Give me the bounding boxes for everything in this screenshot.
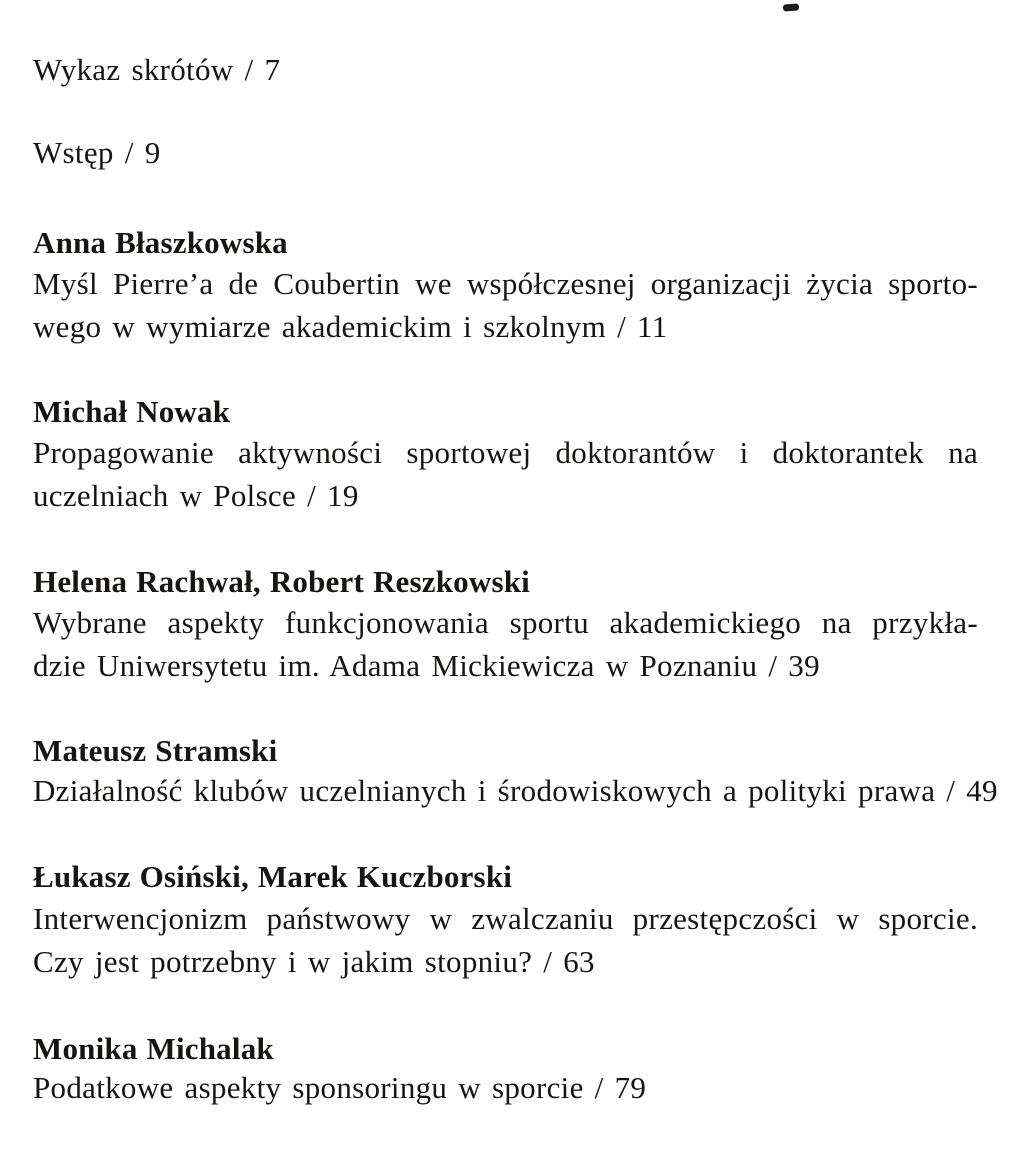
entry-title-line: Podatkowe aspekty sponsoringu w sporcie / 79 <box>33 1070 647 1105</box>
entry-author: Łukasz Osiński, Marek Kuczborski <box>33 859 513 894</box>
front-item-wykaz-skrotow: Wykaz skrótów / 7 <box>33 52 281 87</box>
entry-title <box>33 262 978 348</box>
entry-title <box>33 897 978 983</box>
entry-title-line: dzie Uniwersytetu im. Adama Mickiewicza w Poznaniu / 39 <box>33 648 820 683</box>
entry-title <box>33 431 978 517</box>
entry-author: Michał Nowak <box>33 394 231 429</box>
entry-title <box>33 769 998 812</box>
entry-title <box>33 1066 978 1109</box>
entry-author: Anna Błaszkowska <box>33 225 288 260</box>
entry-title-line: wego w wymiarze akademickim i szkolnym / 11 <box>33 309 668 344</box>
entry-title-line: Interwencjonizm państwowy w zwalczaniu przestępczości w sporcie. <box>33 901 978 936</box>
entry-title-line: uczelniach w Polsce / 19 <box>33 478 359 513</box>
front-item-wstep: Wstęp / 9 <box>33 135 161 170</box>
entry-title-line: Wybrane aspekty funkcjonowania sportu akademickiego na przykła- <box>33 605 978 640</box>
entry-title-line: Czy jest potrzebny i w jakim stopniu? / 63 <box>33 944 595 979</box>
entry-title-line: Myśl Pierre’a de Coubertin we współczesnej organizacji życia sporto- <box>33 266 978 301</box>
entry-title-line: Działalność klubów uczelnianych i środowiskowych a polityki prawa / 49 <box>33 773 998 808</box>
entry-author: Mateusz Stramski <box>33 733 278 768</box>
entry-title-line: Propagowanie aktywności sportowej doktorantów i doktorantek na <box>33 435 978 470</box>
entry-author: Monika Michalak <box>33 1031 274 1066</box>
entry-author: Helena Rachwał, Robert Reszkowski <box>33 564 530 599</box>
scan-artifact-speck <box>783 3 799 11</box>
entry-title <box>33 601 978 687</box>
